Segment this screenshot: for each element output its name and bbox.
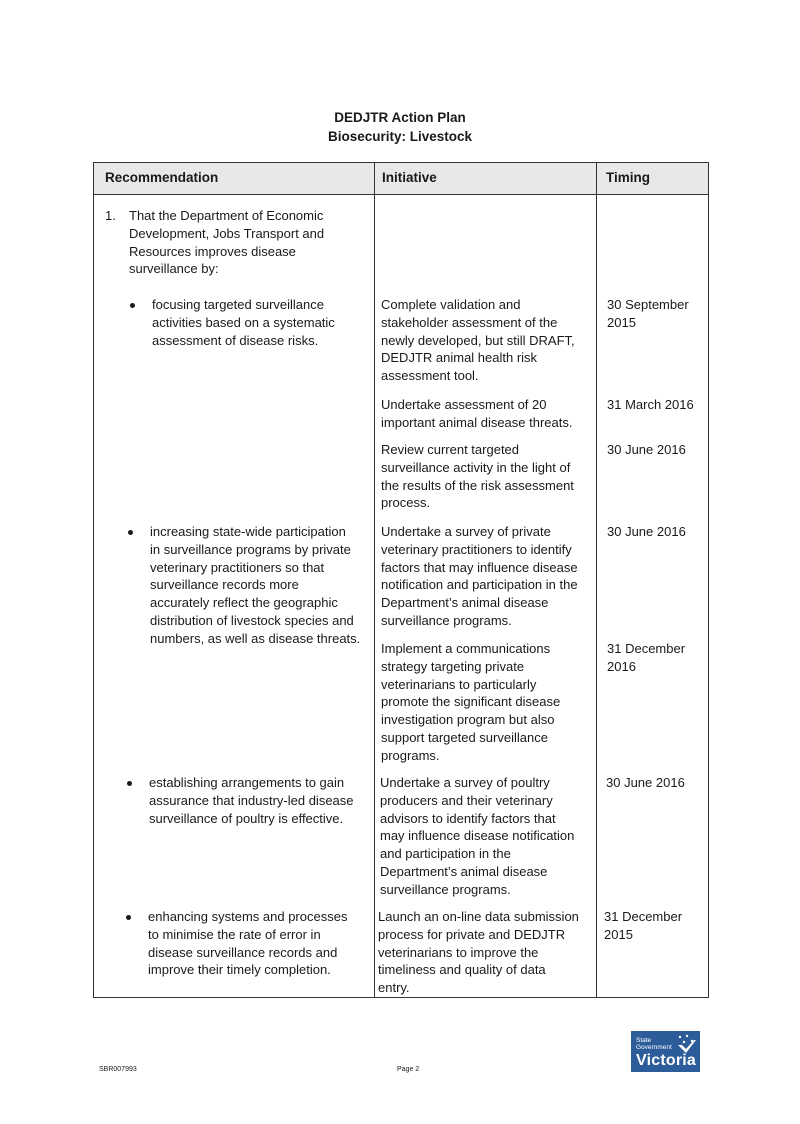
bullet-icon — [127, 781, 132, 786]
bullet-icon — [126, 915, 131, 920]
recommendation-intro: That the Department of Economic Development, Jobs Transport and Resources improves disease surveillance by: — [129, 208, 325, 277]
header-timing: Timing — [606, 170, 651, 185]
recommendation-item: focusing targeted surveillance activities based on a systematic assessment of disease risks. — [152, 297, 335, 348]
southern-cross-icon — [675, 1034, 697, 1054]
initiative-cell: Launch an on-line data submission process for private and DEDJTR veterinarians to improve the timeliness and quality of data entry. — [378, 909, 579, 996]
initiative-cell: Implement a communications strategy targeting private veterinarians to particularly promote the significant disease investigation program but also support targeted surveillance programs. — [381, 641, 561, 763]
action-plan-table — [93, 162, 709, 998]
initiative-cell: Undertake assessment of 20 important animal disease threats. — [381, 397, 573, 430]
initiative-cell: Complete validation and stakeholder assessment of the newly developed, but still DRAFT, DEDJTR animal health risk assessment tool. — [381, 297, 575, 384]
timing-cell: 30 June 2016 — [607, 442, 686, 457]
timing-cell: 31 March 2016 — [607, 397, 694, 412]
recommendation-number: 1. — [105, 208, 116, 223]
initiative-cell: Undertake a survey of poultry producers and their veterinary advisors to identify factors that may influence disease notification and participation in the Department’s animal disease surveillance programs. — [380, 775, 575, 897]
recommendation-item: enhancing systems and processes to minimise the rate of error in disease surveillance records and improve their timely completion. — [148, 909, 348, 978]
timing-cell: 30 June 2016 — [607, 524, 686, 539]
bullet-icon — [128, 530, 133, 535]
timing-cell: 31 December 2016 — [607, 641, 686, 674]
logo-wordmark: Victoria — [636, 1052, 696, 1069]
timing-cell: 30 June 2016 — [606, 775, 685, 790]
column-divider — [374, 163, 375, 997]
timing-cell: 31 December 2015 — [604, 909, 683, 942]
timing-cell: 30 September 2015 — [607, 297, 689, 330]
document-subtitle: Biosecurity: Livestock — [327, 129, 473, 144]
page-number: Page 2 — [397, 1066, 420, 1073]
initiative-cell: Review current targeted surveillance activity in the light of the results of the risk assessment process. — [381, 442, 574, 511]
recommendation-item: increasing state-wide participation in surveillance programs by private veterinary practitioners so that surveillance records more accurately reflect the geographic distribution of livestock species and numbers, as well as disease threats. — [150, 524, 361, 646]
recommendation-item: establishing arrangements to gain assurance that industry-led disease surveillance of poultry is effective. — [149, 775, 354, 826]
victoria-government-logo — [631, 1031, 700, 1072]
column-divider — [596, 163, 597, 997]
initiative-cell: Undertake a survey of private veterinary practitioners to identify factors that may influence disease notification and participation in the Department’s animal disease surveillance programs. — [381, 524, 578, 628]
document-reference: SBR007993 — [99, 1066, 137, 1073]
logo-caption: State Government — [636, 1037, 672, 1051]
document-title: DEDJTR Action Plan — [334, 110, 466, 125]
header-recommendation: Recommendation — [105, 170, 219, 185]
bullet-icon — [130, 303, 135, 308]
header-initiative: Initiative — [382, 170, 437, 185]
